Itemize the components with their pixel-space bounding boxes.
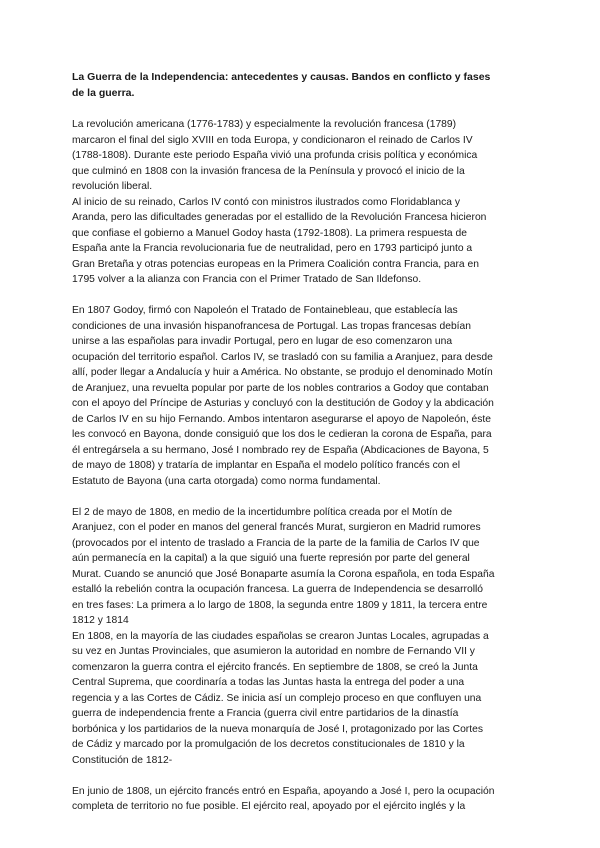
text-line: que confiase el gobierno a Manuel Godoy hasta (1792-1808). La primera respuesta de [72, 227, 467, 239]
text-line: de Cádiz y marcado por la promulgación de los decretos constitucionales de 1810 y la [72, 739, 465, 750]
text-line: Estatuto de Bayona (una carta otorgada) como norma fundamental. [72, 475, 381, 487]
text-line: de Carlos IV en su hijo Fernando. Ambos intentaron asegurarse el apoyo de Napoleón, éste [72, 413, 492, 425]
text-line: de mayo de 1808) y trataría de implantar en España el modelo político francés con el [72, 460, 461, 471]
text-line: En 1807 Godoy, firmó con Napoleón el Tratado de Fontainebleau, que establecía las [72, 305, 458, 316]
text-line: condiciones de una invasión hispanofrancesa de Portugal. Las tropas francesas debían [72, 320, 471, 332]
text-line: de Aranjuez, una revuelta popular por parte de los nobles contrarios a Godoy que contaban [72, 382, 489, 394]
text-line: les convocó en Bayona, donde consiguió que los dos le cedieran la corona de España, para [72, 429, 492, 440]
title-line: La Guerra de la Independencia: antecedentes y causas. Bandos en conflicto y fases [72, 71, 491, 83]
text-line: ocupación del territorio español. Carlos IV, se trasladó con su familia a Aranjuez, para desde [72, 351, 493, 363]
text-line: unirse a las españolas para invadir Portugal, pero en lugar de eso comenzaron una [72, 336, 453, 347]
paragraph-carlos-iv [72, 195, 532, 288]
text-line: guerra de independencia frente a Francia (guerra civil entre partidarios de la dinastía [72, 708, 459, 719]
text-line: su vez en Juntas Provinciales, que asumieron la autoridad en nombre de Fernando VII y [72, 646, 475, 657]
text-line: Aranda, pero las dificultades generadas por el estallido de la Revolución Francesa hicieron [72, 212, 487, 223]
text-line: estalló la rebelión contra la ocupación francesa. La guerra de Independencia se desarrolló [72, 584, 484, 595]
text-line: Central Suprema, que coordinaría a todas las Juntas hasta la entrega del poder a una [72, 677, 465, 688]
text-line: aún permanecía en la capital) a la que siguió una fuerte represión por parte del general [72, 553, 470, 564]
paragraph-intro [72, 117, 532, 195]
text-line: (1788-1808). Durante este periodo España vivió una profunda crisis política y económica [72, 150, 478, 161]
text-line: La revolución americana (1776-1783) y especialmente la revolución francesa (1789) [72, 119, 457, 130]
text-line: allí, poder llegar a Andalucía y huir a América. No obstante, se produjo el denominado Motín [72, 367, 493, 378]
text-line: En junio de 1808, un ejército francés entró en España, apoyando a José I, pero la ocupación [72, 785, 495, 797]
title-line: de la guerra. [72, 86, 135, 99]
text-line: él entregársela a su hermano, José I nombrado rey de España (Abdicaciones de Bayona, 5 [72, 444, 489, 456]
text-line: Murat. Cuando se anunció que José Bonaparte asumía la Corona española, en toda España [72, 568, 495, 580]
text-line: España ante la Francia revolucionaria fue de neutralidad, pero en 1793 participó junto a [72, 243, 473, 254]
text-line: con el apoyo del Príncipe de Asturias y concluyó con la destitución de Godoy y la abdicación [72, 398, 494, 409]
text-line: Al inicio de su reinado, Carlos IV contó con ministros ilustrados como Floridablanca y [72, 196, 461, 208]
text-line: (provocados por el intento de traslado a Francia de la parte de la familia de Carlos IV que [72, 537, 480, 549]
paragraph-fontainebleau [72, 303, 532, 489]
text-line: revolución liberal. [72, 181, 153, 192]
text-line: completa de territorio no fue posible. El ejército real, apoyado por el ejército inglés y la [72, 801, 466, 812]
document-title [72, 70, 532, 101]
text-line: que culminó en 1808 con la invasión francesa de la Península y provocó el inicio de la [72, 165, 465, 177]
text-line: en tres fases: La primera a lo largo de 1808, la segunda entre 1809 y 1811, la tercera entre [72, 599, 488, 611]
text-line: comenzaron la guerra contra el ejército francés. En septiembre de 1808, se creó la Junta [72, 661, 478, 673]
text-line: marcaron el final del siglo XVIII en toda Europa, y condicionaron el reinado de Carlos IV [72, 134, 473, 146]
paragraph-junio-1808 [72, 784, 532, 815]
text-line: borbónica y los partidarios de la nueva monarquía de José I, protagonizado por las Cortes [72, 723, 483, 735]
paragraph-juntas [72, 629, 532, 769]
text-line: Aranjuez, con el poder en manos del general francés Murat, surgieron en Madrid rumores [72, 522, 481, 533]
text-line: Gran Bretaña y otras potencias europeas en la Primera Coalición contra Francia, para en [72, 258, 479, 270]
text-line: Constitución de 1812- [72, 754, 173, 766]
document-body [72, 70, 532, 830]
text-line: 1795 volver a la alianza con Francia con el Primer Tratado de San Ildefonso. [72, 274, 422, 285]
text-line: 1812 y 1814 [72, 615, 129, 626]
text-line: regencia y a las Cortes de Cádiz. Se inicia así un complejo proceso en que confluyen una [72, 692, 482, 704]
paragraph-dos-de-mayo [72, 505, 532, 629]
text-line: El 2 de mayo de 1808, en medio de la incertidumbre política creada por el Motín de [72, 506, 453, 518]
text-line: En 1808, en la mayoría de las ciudades españolas se crearon Juntas Locales, agrupadas a [72, 630, 489, 642]
